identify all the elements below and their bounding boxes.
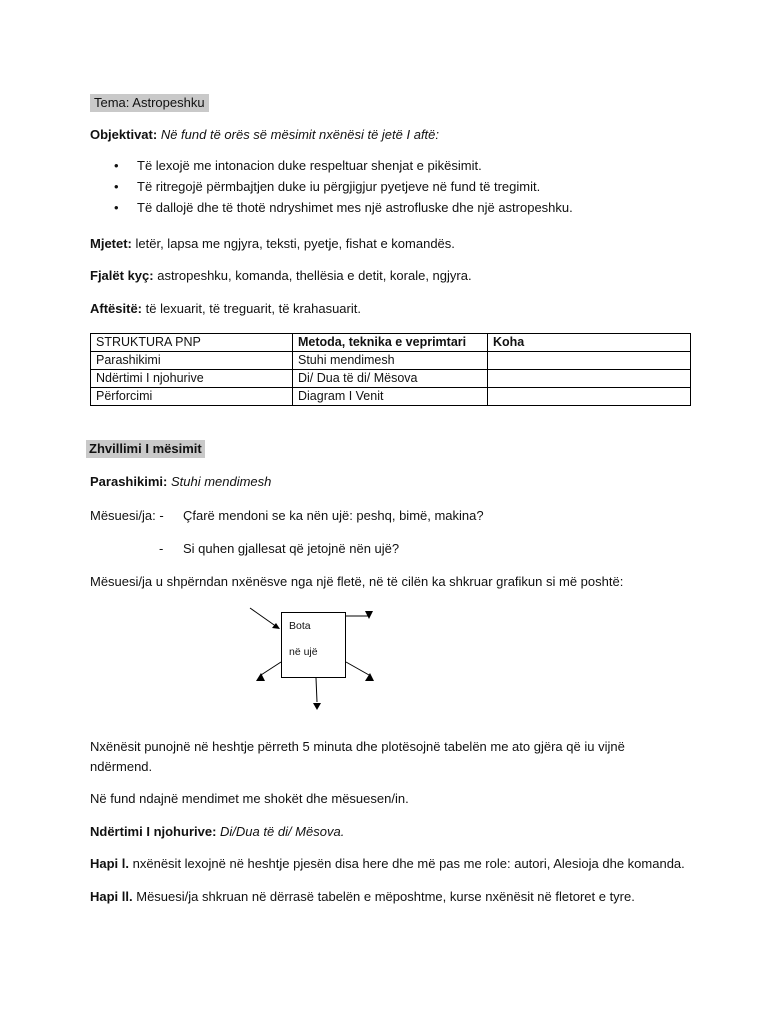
ndertimi-line — [90, 824, 344, 840]
step-2-line — [90, 889, 635, 905]
distribution-text: Mësuesi/ja u shpërndan nxënësve nga një fletë, në të cilën ka shkruar grafikun si më poshtë: — [90, 574, 624, 589]
table-cell: Parashikimi — [91, 352, 293, 370]
table-cell: Ndërtimi I njohurive — [91, 370, 293, 388]
arrowhead-icon — [313, 703, 321, 710]
bullet-icon: • — [114, 179, 119, 194]
keywords-text: astropeshku, komanda, thellësia e detit, korale, ngjyra. — [157, 268, 472, 283]
list-item — [90, 158, 573, 179]
parashikimi-line — [90, 474, 271, 490]
topic-heading: Tema: Astropeshku — [90, 94, 209, 112]
table-cell: Diagram I Venit — [293, 388, 488, 406]
table-header-cell: STRUKTURA PNP — [91, 334, 293, 352]
section-title: Zhvillimi I mësimit — [86, 440, 205, 458]
list-item — [90, 179, 573, 200]
objectives-line — [90, 127, 439, 143]
bullet-icon: • — [114, 200, 119, 215]
diagram-arrow-line — [250, 608, 277, 627]
teacher-label: Mësuesi/ja: - — [90, 508, 164, 523]
objectives-text: Në fund të orës së mësimit nxënësi të jetë I aftë: — [160, 127, 440, 142]
table-row — [91, 370, 691, 388]
bullet-icon: • — [114, 158, 119, 173]
table-cell: Përforcimi — [91, 388, 293, 406]
table-cell: Di/ Dua të di/ Mësova — [293, 370, 488, 388]
table-row — [91, 388, 691, 406]
objectives-list — [90, 158, 573, 221]
arrowhead-icon — [365, 611, 373, 619]
share-text: Në fund ndajnë mendimet me shokët dhe mësuesen/in. — [90, 791, 409, 806]
diagram-box-line2: në ujë — [289, 646, 318, 658]
list-item — [90, 200, 573, 221]
diagram-arrow-line — [261, 662, 281, 675]
objectives-label: Objektivat: — [90, 127, 158, 142]
arrowhead-icon — [365, 673, 374, 681]
question-2: Si quhen gjallesat që jetojnë nën ujë? — [183, 541, 400, 556]
students-work-line2: ndërmend. — [90, 759, 153, 774]
question-dash: - — [159, 541, 164, 556]
keywords-label: Fjalët kyç: — [90, 268, 154, 283]
parashikimi-text: Stuhi mendimesh — [170, 474, 272, 489]
objective-text: Të dallojë dhe të thotë ndryshimet mes një astrofluske dhe një astropeshku. — [137, 200, 573, 215]
diagram-center-box — [281, 612, 346, 678]
diagram-arrow-line — [346, 662, 369, 675]
keywords-line — [90, 268, 472, 284]
table-cell: Stuhi mendimesh — [293, 352, 488, 370]
table-cell — [488, 370, 691, 388]
question-1: Çfarë mendoni se ka nën ujë: peshq, bimë, makina? — [183, 508, 484, 523]
diagram-box-line1: Bota — [289, 620, 311, 632]
objective-text: Të ritregojë përmbajtjen duke iu përgjigjur pyetjeve në fund të tregimit. — [137, 179, 541, 194]
skills-text: të lexuarit, të treguarit, të krahasuarit. — [145, 301, 361, 316]
mjetet-line — [90, 236, 455, 252]
step-1-text: nxënësit lexojnë në heshtje pjesën disa here dhe më pas me role: autori, Alesioja dhe komanda. — [132, 856, 685, 871]
ndertimi-text: Di/Dua të di/ Mësova. — [220, 824, 345, 839]
students-work-line1: Nxënësit punojnë në heshtje përreth 5 minuta dhe plotësojnë tabelën me ato gjëra që iu vijnë — [90, 739, 625, 754]
skills-line — [90, 301, 361, 317]
parashikimi-label: Parashikimi: — [90, 474, 168, 489]
table-cell — [488, 388, 691, 406]
table-header-cell: Metoda, teknika e veprimtari — [293, 334, 488, 352]
step-1-line — [90, 856, 685, 872]
ndertimi-label: Ndërtimi I njohurive: — [90, 824, 217, 839]
diagram-arrow-line — [316, 678, 317, 702]
table-header-row — [91, 334, 691, 352]
mjetet-text: letër, lapsa me ngjyra, teksti, pyetje, fishat e komandës. — [135, 236, 455, 251]
skills-label: Aftësitë: — [90, 301, 143, 316]
structure-table — [90, 333, 691, 406]
step-1-label: Hapi l. — [90, 856, 130, 871]
mjetet-label: Mjetet: — [90, 236, 132, 251]
table-header-cell: Koha — [488, 334, 691, 352]
objective-text: Të lexojë me intonacion duke respeltuar shenjat e pikësimit. — [137, 158, 482, 173]
table-cell — [488, 352, 691, 370]
step-2-text: Mësuesi/ja shkruan në dërrasë tabelën e mëposhtme, kurse nxënësit në fletoret e tyre. — [136, 889, 635, 904]
table-row — [91, 352, 691, 370]
arrowhead-icon — [256, 673, 265, 681]
step-2-label: Hapi ll. — [90, 889, 133, 904]
